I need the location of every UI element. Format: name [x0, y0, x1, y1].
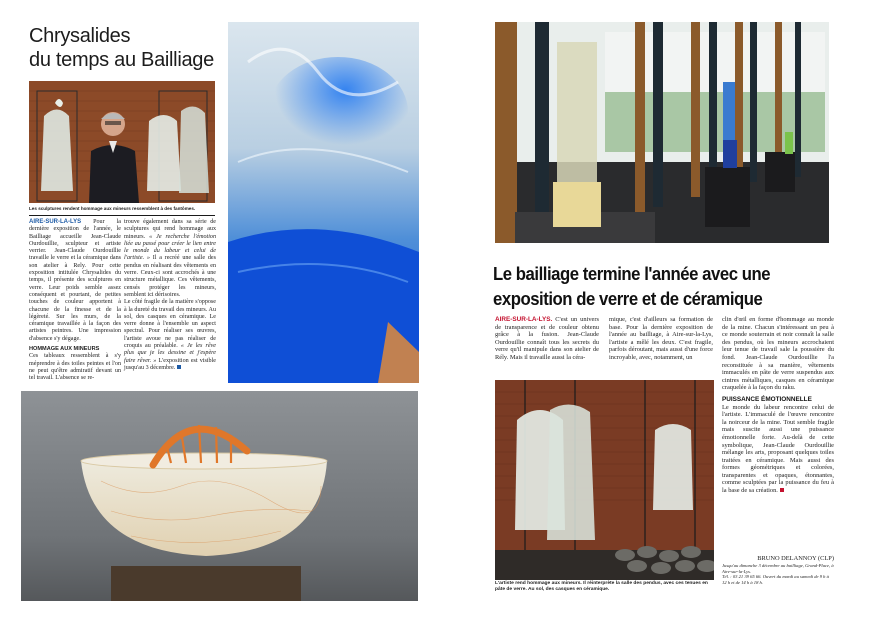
right-col2-text: mique, c'est d'ailleurs sa formation de base. Pour la dernière exposition de l'année au bailliage, à Aire-sur-la-Lys, l'artiste a mêlé les deux. C'est fragile, parfois déroutant, mais aussi d'une force incroyable, avec, notamment, un [609, 316, 713, 361]
right-photo-caption: L'artiste rend hommage aux mineurs. Il réinterprète la salle des pendus, avec ces tenues en pâte de verre. Au sol, des casques en céramique. [495, 581, 708, 593]
right-article-subhead: PUISSANCE ÉMOTIONNELLE [722, 395, 812, 403]
left-article-column-1 [29, 219, 121, 383]
left-article-subhead: HOMMAGE AUX MINEURS [29, 346, 100, 353]
left-col2-text-d: L'exposition est visible jusqu'au 3 décembre. [124, 357, 216, 371]
right-article-title [493, 262, 806, 312]
left-title-line1: Chrysalides [29, 25, 131, 47]
right-article-column-3 [722, 316, 834, 495]
exhibition-hall-photo [495, 22, 829, 243]
left-col1-text2: Ces tableaux ressemblent à s'y méprendre à des toiles peintes et l'on ne peut qu'être admiratif devant un tel travail. L'absence se re- [29, 353, 121, 382]
left-col2-quote-b: « Je les rêve plus que je les dessine et j'espère faire rêver. » [124, 343, 216, 364]
hall-of-hanged-photo [495, 380, 714, 580]
left-title-line2: du temps au Bailliage [29, 49, 214, 71]
left-article-end-mark [177, 365, 181, 369]
right-article-byline: BRUNO DELANNOY (CLP) [757, 555, 834, 562]
left-article-title [29, 24, 214, 72]
left-article-column-2 [124, 219, 216, 372]
left-article-kicker: AIRE-SUR-LA-LYS [29, 219, 82, 225]
right-col1-text: C'est un univers de transparence et de couleur obtenu grâce à la fusion. Jean-Claude Ourdouillie connaît tous les secrets du verre qu'il manipule dans son atelier de Rély. Mais il travaille aussi la céra- [495, 316, 599, 361]
right-title-line1: Le bailliage termine l'année avec une [493, 264, 771, 284]
right-article-column-2 [609, 316, 713, 362]
blue-glass-photo [228, 22, 419, 383]
info-line2: Tél. : 03 21 39 65 66. Ouvert du mardi au samedi de 9 h à 12 h et de 14 h à 18 h. [722, 574, 829, 585]
right-article-column-1 [495, 316, 599, 362]
left-caption-rule [29, 215, 215, 216]
left-col2-text-c: Le côté fragile de la matière s'oppose à la dureté du travail des mineurs. Au sol, des casques en céramique. Le verre donne à l'ensemble un aspect spectral. Pour réaliser ses œuvres, l'artiste avoue ne pas réaliser de croquis au préalable. [124, 299, 216, 350]
left-col2-text-b: Il a recréé une salle des pendus en réalisant des vêtements en verre. Ceux-ci sont accrochés à une structure métallique. Ces vêtements, censés protéger les mineurs, semblent ici dérisoires. [124, 255, 216, 298]
right-title-line2: exposition de verre et de céramique [493, 289, 763, 309]
left-photo-caption: Les sculptures rendent hommage aux mineurs ressemblent à des fantômes. [29, 206, 196, 211]
left-col2-quote-a: « Je recherche l'émotion liée au passé pour créer le lien entre le monde du labeur et celui de l'artiste. » [124, 233, 216, 262]
left-col1-text: Pour la dernière exposition de l'année, le Bailliage accueille Jean-Claude Ourdouillie, sculpteur et artiste verrier. Jean-Claude Ourdouillie travaille le verre et la céramique dans son atelier à Rely. Pour cette exposition intitulée Chrysalides du temps, il présente des sculptures en verre. Leur poids semble assez conséquent et pourtant, de petites touches de couleur apportent à chacune de la finesse et de la légèreté. Sur les murs, de la céramique travaillée à la façon des artistes peintres. Une impression d'absence s'y dégage. [29, 219, 121, 342]
right-article-practical-info [722, 563, 834, 585]
left-article-photo [29, 81, 215, 203]
right-article-end-mark [780, 488, 784, 492]
right-col3-text2: Le monde du labeur rencontre celui de l'artiste. L'immaculé de l'œuvre rencontre la noirceur de la mine. Tout semble fragile mais suscite aussi une puissance émotionnelle forte. Au-delà de cette symbolique, Jean-Claude Ourdouillie mélange les arts, proposant quelques toiles traitées en céramique. Mais aussi des formes géométriques et colorées, transparentes et opaques, étonnantes, comme sculptées par la puissance du feu à la base de sa création. [722, 403, 834, 495]
left-col2-text-a: trouve également dans sa série de sculptures qui rend hommage aux mineurs. [124, 219, 216, 240]
right-col3-text: clin d'œil en forme d'hommage au monde de la mine. Chacun s'intéressant un peu à ce monde souterrain et noir connaît la salle des pendus, où les mineurs accrochaient leur tenue de travail sale la poussière du fond. Jean-Claude Ourdouillie l'a reconstituée à sa manière, vêtements immaculés en pâte de verre suspendus aux cintres métalliques, casques en céramique craquelée à la façon du raku. [722, 316, 834, 392]
glass-bowl-photo [21, 391, 418, 601]
info-line1: Jusqu'au dimanche 3 décembre au bailliage, Grand-Place, à Aire-sur-la-Lys. [722, 563, 834, 574]
right-article-kicker: AIRE-SUR-LA-LYS. [495, 316, 553, 323]
